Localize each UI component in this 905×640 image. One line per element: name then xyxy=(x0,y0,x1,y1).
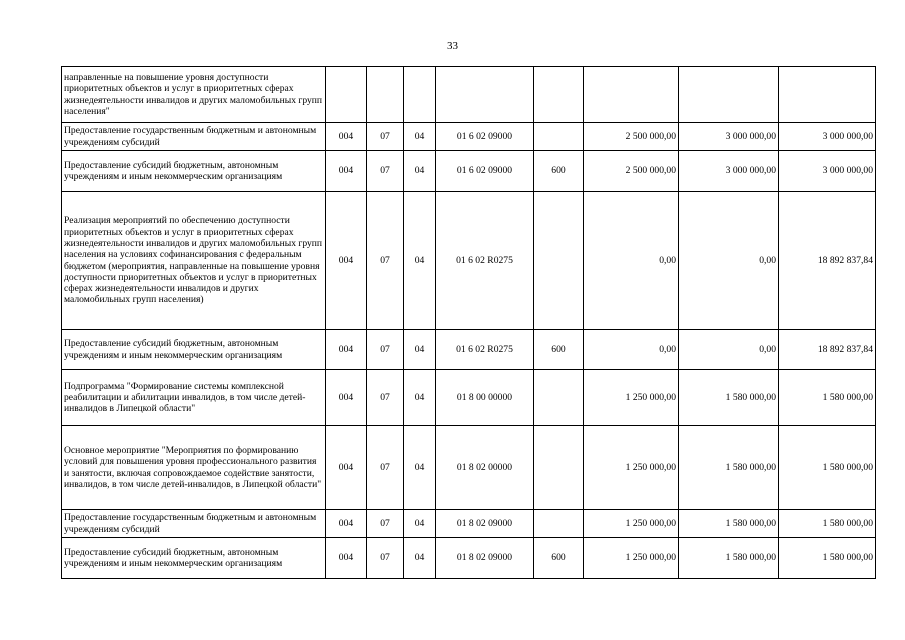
row-sum-3: 1 580 000,00 xyxy=(779,510,876,538)
row-ministry-code: 004 xyxy=(326,123,367,151)
table-row xyxy=(62,151,876,192)
row-section-code: 07 xyxy=(367,151,404,192)
row-expense-type xyxy=(534,510,584,538)
row-target-code xyxy=(436,67,534,123)
row-subsection-code: 04 xyxy=(404,123,436,151)
row-sum-2: 0,00 xyxy=(679,330,779,370)
row-sum-3: 3 000 000,00 xyxy=(779,123,876,151)
row-ministry-code: 004 xyxy=(326,426,367,510)
row-target-code: 01 6 02 R0275 xyxy=(436,330,534,370)
row-sum-3: 1 580 000,00 xyxy=(779,538,876,579)
row-sum-1: 1 250 000,00 xyxy=(584,538,679,579)
row-ministry-code: 004 xyxy=(326,510,367,538)
row-subsection-code: 04 xyxy=(404,538,436,579)
row-name: Предоставление государственным бюджетным и автономным учреждениям субсидий xyxy=(62,123,326,151)
row-expense-type: 600 xyxy=(534,538,584,579)
row-subsection-code: 04 xyxy=(404,151,436,192)
row-sum-1: 1 250 000,00 xyxy=(584,426,679,510)
row-name: Подпрограмма "Формирование системы комплексной реабилитации и абилитации инвалидов, в том числе детей-инвалидов в Липецкой области" xyxy=(62,370,326,426)
row-sum-2: 1 580 000,00 xyxy=(679,370,779,426)
row-target-code: 01 6 02 R0275 xyxy=(436,192,534,330)
row-expense-type: 600 xyxy=(534,151,584,192)
row-target-code: 01 8 02 09000 xyxy=(436,510,534,538)
table-row xyxy=(62,510,876,538)
row-target-code: 01 8 00 00000 xyxy=(436,370,534,426)
table-row xyxy=(62,67,876,123)
row-sum-2 xyxy=(679,67,779,123)
row-ministry-code: 004 xyxy=(326,192,367,330)
table-row xyxy=(62,123,876,151)
row-expense-type: 600 xyxy=(534,330,584,370)
row-expense-type xyxy=(534,192,584,330)
row-section-code xyxy=(367,67,404,123)
row-sum-3: 3 000 000,00 xyxy=(779,151,876,192)
row-section-code: 07 xyxy=(367,538,404,579)
row-sum-1 xyxy=(584,67,679,123)
row-ministry-code: 004 xyxy=(326,538,367,579)
row-sum-2: 3 000 000,00 xyxy=(679,123,779,151)
row-section-code: 07 xyxy=(367,510,404,538)
row-sum-3 xyxy=(779,67,876,123)
budget-table xyxy=(61,66,876,579)
row-subsection-code: 04 xyxy=(404,370,436,426)
row-target-code: 01 6 02 09000 xyxy=(436,123,534,151)
row-subsection-code xyxy=(404,67,436,123)
row-subsection-code: 04 xyxy=(404,330,436,370)
row-name: Предоставление государственным бюджетным и автономным учреждениям субсидий xyxy=(62,510,326,538)
row-subsection-code: 04 xyxy=(404,192,436,330)
row-target-code: 01 8 02 09000 xyxy=(436,538,534,579)
row-sum-2: 1 580 000,00 xyxy=(679,538,779,579)
row-target-code: 01 8 02 00000 xyxy=(436,426,534,510)
row-sum-2: 3 000 000,00 xyxy=(679,151,779,192)
row-subsection-code: 04 xyxy=(404,510,436,538)
row-sum-1: 2 500 000,00 xyxy=(584,123,679,151)
row-name: Предоставление субсидий бюджетным, автономным учреждениям и иным некоммерческим организациям xyxy=(62,538,326,579)
row-ministry-code: 004 xyxy=(326,151,367,192)
row-sum-3: 18 892 837,84 xyxy=(779,192,876,330)
table-row xyxy=(62,538,876,579)
row-expense-type xyxy=(534,67,584,123)
row-section-code: 07 xyxy=(367,370,404,426)
row-sum-3: 1 580 000,00 xyxy=(779,370,876,426)
table-body xyxy=(62,67,876,579)
row-subsection-code: 04 xyxy=(404,426,436,510)
row-sum-3: 1 580 000,00 xyxy=(779,426,876,510)
row-expense-type xyxy=(534,370,584,426)
row-ministry-code: 004 xyxy=(326,330,367,370)
row-name: направленные на повышение уровня доступности приоритетных объектов и услуг в приоритетных сферах жизнедеятельности инвалидов и других маломобильных групп населения" xyxy=(62,67,326,123)
row-sum-2: 0,00 xyxy=(679,192,779,330)
table-row xyxy=(62,370,876,426)
row-name: Основное мероприятие "Мероприятия по формированию условий для повышения уровня профессионального развития и занятости, включая сопровождаемое содействие занятости, инвалидов, в том числе детей-инвалидов, в Липецкой области" xyxy=(62,426,326,510)
row-target-code: 01 6 02 09000 xyxy=(436,151,534,192)
row-sum-1: 1 250 000,00 xyxy=(584,510,679,538)
row-sum-1: 1 250 000,00 xyxy=(584,370,679,426)
row-ministry-code xyxy=(326,67,367,123)
page-number: 33 xyxy=(447,40,458,52)
row-section-code: 07 xyxy=(367,123,404,151)
row-name: Реализация мероприятий по обеспечению доступности приоритетных объектов и услуг в приоритетных сферах жизнедеятельности инвалидов и других маломобильных групп населения на условиях софинансирования с федеральным бюджетом (мероприятия, направленные на повышение уровня доступности приоритетных объектов и услуг в приоритетных сферах жизнедеятельности инвалидов и других маломобильных групп населения) xyxy=(62,192,326,330)
row-ministry-code: 004 xyxy=(326,370,367,426)
table-row xyxy=(62,330,876,370)
table-row xyxy=(62,426,876,510)
row-name: Предоставление субсидий бюджетным, автономным учреждениям и иным некоммерческим организациям xyxy=(62,151,326,192)
table-row xyxy=(62,192,876,330)
row-name: Предоставление субсидий бюджетным, автономным учреждениям и иным некоммерческим организациям xyxy=(62,330,326,370)
row-section-code: 07 xyxy=(367,330,404,370)
row-sum-2: 1 580 000,00 xyxy=(679,510,779,538)
row-expense-type xyxy=(534,123,584,151)
row-section-code: 07 xyxy=(367,192,404,330)
row-sum-1: 2 500 000,00 xyxy=(584,151,679,192)
row-sum-1: 0,00 xyxy=(584,192,679,330)
row-sum-3: 18 892 837,84 xyxy=(779,330,876,370)
row-sum-1: 0,00 xyxy=(584,330,679,370)
row-sum-2: 1 580 000,00 xyxy=(679,426,779,510)
row-expense-type xyxy=(534,426,584,510)
row-section-code: 07 xyxy=(367,426,404,510)
